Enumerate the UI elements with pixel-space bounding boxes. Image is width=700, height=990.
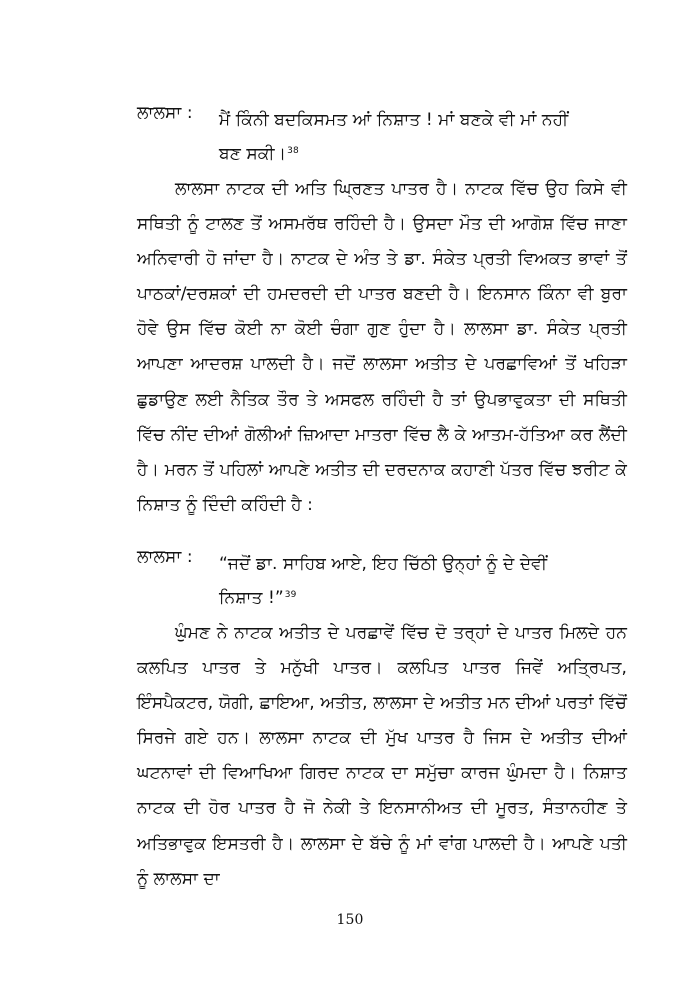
dialogue-line [219, 137, 627, 171]
body-paragraph [137, 172, 627, 523]
page-number: 150 [336, 912, 364, 928]
body-paragraph [137, 616, 627, 897]
dialogue-lalsa-first [137, 103, 627, 173]
footnote-marker: 38 [287, 146, 299, 156]
speaker-label: ਲਾਲਸਾ : [137, 103, 193, 123]
speaker-label: ਲਾਲਸਾ : [137, 547, 193, 567]
dialogue-text [219, 547, 627, 615]
dialogue-lalsa-second [137, 547, 627, 617]
dialogue-line-text: ਬਣ ਸਕੀ। [219, 144, 287, 164]
dialogue-text [219, 103, 627, 171]
paragraph-text: ਘੁੰਮਣ ਨੇ ਨਾਟਕ ਅਤੀਤ ਦੇ ਪਰਛਾਵੇਂ ਵਿੱਚ ਦੋ ਤਰ੍ਹਾਂ ਦੇ ਪਾਤਰ ਮਿਲਦੇ ਹਨ ਕਲਪਿਤ ਪਾਤਰ ਤੇ ਮਨੁੱਖੀ ਪਾਤਰ। ਕਲਪਿਤ ਪਾਤਰ ਜਿਵੇਂ ਅਤ੍ਰਿਪਤ, ਇੰਸਪੈਕਟਰ, ਯੋਗੀ, ਛਾਇਆ, ਅਤੀਤ, ਲਾਲਸਾ ਦੇ ਅਤੀਤ ਮਨ ਦੀਆਂ ਪਰਤਾਂ ਵਿੱਚੋਂ ਸਿਰਜੇ ਗਏ ਹਨ। ਲਾਲਸਾ ਨਾਟਕ ਦੀ ਮੁੱਖ ਪਾਤਰ ਹੈ ਜਿਸ ਦੇ ਅਤੀਤ ਦੀਆਂ ਘਟਨਾਵਾਂ ਦੀ ਵਿਆਖਿਆ ਗਿਰਦ ਨਾਟਕ ਦਾ ਸਮੁੱਚਾ ਕਾਰਜ ਘੁੰਮਦਾ ਹੈ। ਨਿਸ਼ਾਤ ਨਾਟਕ ਦੀ ਹੋਰ ਪਾਤਰ ਹੈ ਜੋ ਨੇਕੀ ਤੇ ਇਨਸਾਨੀਅਤ ਦੀ ਮੂਰਤ, ਸੰਤਾਨਹੀਣ ਤੇ ਅਤਿਭਾਵੁਕ ਇਸਤਰੀ ਹੈ। ਲਾਲਸਾ ਦੇ ਬੱਚੇ ਨੂੰ ਮਾਂ ਵਾਂਗ ਪਾਲਦੀ ਹੈ। ਆਪਣੇ ਪਤੀ ਨੂੰ ਲਾਲਸਾ ਦਾ [137, 623, 627, 889]
footnote-marker: 39 [284, 590, 297, 600]
paragraph-text: ਲਾਲਸਾ ਨਾਟਕ ਦੀ ਅਤਿ ਘ੍ਰਿਣਤ ਪਾਤਰ ਹੈ। ਨਾਟਕ ਵਿੱਚ ਉਹ ਕਿਸੇ ਵੀ ਸਥਿਤੀ ਨੂੰ ਟਾਲਣ ਤੋਂ ਅਸਮਰੱਥ ਰਹਿੰਦੀ ਹੈ। ਉਸਦਾ ਮੌਤ ਦੀ ਆਗੋਸ਼ ਵਿੱਚ ਜਾਣਾ ਅਨਿਵਾਰੀ ਹੋ ਜਾਂਦਾ ਹੈ। ਨਾਟਕ ਦੇ ਅੰਤ ਤੇ ਡਾ. ਸੰਕੇਤ ਪ੍ਰਤੀ ਵਿਅਕਤ ਭਾਵਾਂ ਤੋਂ ਪਾਠਕਾਂ/ਦਰਸ਼ਕਾਂ ਦੀ ਹਮਦਰਦੀ ਦੀ ਪਾਤਰ ਬਣਦੀ ਹੈ। ਇਨਸਾਨ ਕਿੰਨਾ ਵੀ ਬੁਰਾ ਹੋਵੇ ਉਸ ਵਿੱਚ ਕੋਈ ਨਾ ਕੋਈ ਚੰਗਾ ਗੁਣ ਹੁੰਦਾ ਹੈ। ਲਾਲਸਾ ਡਾ. ਸੰਕੇਤ ਪ੍ਰਤੀ ਆਪਣਾ ਆਦਰਸ਼ ਪਾਲਦੀ ਹੈ। ਜਦੋਂ ਲਾਲਸਾ ਅਤੀਤ ਦੇ ਪਰਛਾਵਿਆਂ ਤੋਂ ਖਹਿੜਾ ਛੁਡਾਉਣ ਲਈ ਨੈਤਿਕ ਤੌਰ ਤੇ ਅਸਫਲ ਰਹਿੰਦੀ ਹੈ ਤਾਂ ਉਪਭਾਵੁਕਤਾ ਦੀ ਸਥਿਤੀ ਵਿੱਚ ਨੀਂਦ ਦੀਆਂ ਗੋਲੀਆਂ ਜ਼ਿਆਦਾ ਮਾਤਰਾ ਵਿੱਚ ਲੈ ਕੇ ਆਤਮ-ਹੱਤਿਆ ਕਰ ਲੈਂਦੀ ਹੈ। ਮਰਨ ਤੋਂ ਪਹਿਲਾਂ ਆਪਣੇ ਅਤੀਤ ਦੀ ਦਰਦਨਾਕ ਕਹਾਣੀ ਪੱਤਰ ਵਿੱਚ ਝਰੀਟ ਕੇ ਨਿਸ਼ਾਤ ਨੂੰ ਦਿੰਦੀ ਕਹਿੰਦੀ ਹੈ : [137, 179, 627, 515]
dialogue-line-text: ਨਿਸ਼ਾਤ !” [219, 588, 284, 608]
dialogue-line: ਮੈਂ ਕਿੰਨੀ ਬਦਕਿਸਮਤ ਆਂ ਨਿਸ਼ਾਤ ! ਮਾਂ ਬਣਕੇ ਵੀ ਮਾਂ ਨਹੀਂ [219, 110, 569, 130]
dialogue-line: “ਜਦੋਂ ਡਾ. ਸਾਹਿਬ ਆਏ, ਇਹ ਚਿੱਠੀ ਉਨ੍ਹਾਂ ਨੂੰ ਦੇ ਦੇਵੀਂ [219, 554, 548, 574]
dialogue-line [219, 581, 627, 615]
